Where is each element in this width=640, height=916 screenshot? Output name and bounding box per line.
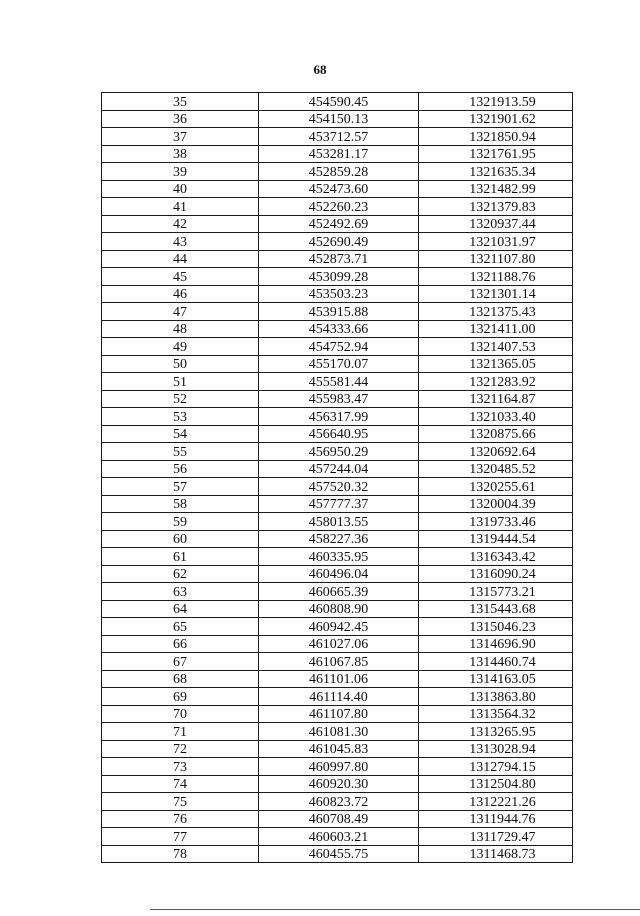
x-coordinate-cell: 453503.23 [259,285,419,303]
y-coordinate-cell: 1321188.76 [419,268,573,286]
y-coordinate-cell: 1321761.95 [419,145,573,163]
y-coordinate-cell: 1321107.80 [419,250,573,268]
x-coordinate-cell: 454150.13 [259,110,419,128]
table-row [102,775,573,793]
y-coordinate-cell: 1311944.76 [419,810,573,828]
point-number-cell: 36 [102,110,259,128]
point-number-cell: 59 [102,513,259,531]
table-row [102,845,573,863]
x-coordinate-cell: 460708.49 [259,810,419,828]
y-coordinate-cell: 1314163.05 [419,670,573,688]
y-coordinate-cell: 1312504.80 [419,775,573,793]
point-number-cell: 74 [102,775,259,793]
point-number-cell: 63 [102,583,259,601]
x-coordinate-cell: 457244.04 [259,460,419,478]
x-coordinate-cell: 452859.28 [259,163,419,181]
point-number-cell: 38 [102,145,259,163]
y-coordinate-cell: 1311729.47 [419,828,573,846]
point-number-cell: 69 [102,688,259,706]
y-coordinate-cell: 1320875.66 [419,425,573,443]
y-coordinate-cell: 1321379.83 [419,198,573,216]
table-row [102,110,573,128]
y-coordinate-cell: 1315443.68 [419,600,573,618]
table-row [102,740,573,758]
table-row [102,810,573,828]
table-row [102,408,573,426]
point-number-cell: 37 [102,128,259,146]
y-coordinate-cell: 1314460.74 [419,653,573,671]
table-row [102,600,573,618]
y-coordinate-cell: 1311468.73 [419,845,573,863]
point-number-cell: 67 [102,653,259,671]
point-number-cell: 71 [102,723,259,741]
point-number-cell: 47 [102,303,259,321]
table-row [102,198,573,216]
y-coordinate-cell: 1312221.26 [419,793,573,811]
y-coordinate-cell: 1313265.95 [419,723,573,741]
point-number-cell: 68 [102,670,259,688]
table-row [102,215,573,233]
x-coordinate-cell: 455983.47 [259,390,419,408]
coordinates-table-body [102,93,573,863]
x-coordinate-cell: 461114.40 [259,688,419,706]
table-row [102,723,573,741]
x-coordinate-cell: 452473.60 [259,180,419,198]
y-coordinate-cell: 1313564.32 [419,705,573,723]
table-row [102,355,573,373]
x-coordinate-cell: 453915.88 [259,303,419,321]
y-coordinate-cell: 1321365.05 [419,355,573,373]
x-coordinate-cell: 456317.99 [259,408,419,426]
table-row [102,513,573,531]
y-coordinate-cell: 1321031.97 [419,233,573,251]
x-coordinate-cell: 461045.83 [259,740,419,758]
point-number-cell: 43 [102,233,259,251]
point-number-cell: 53 [102,408,259,426]
point-number-cell: 41 [102,198,259,216]
point-number-cell: 54 [102,425,259,443]
point-number-cell: 78 [102,845,259,863]
table-row [102,618,573,636]
y-coordinate-cell: 1321301.14 [419,285,573,303]
x-coordinate-cell: 456640.95 [259,425,419,443]
page-number: 68 [313,62,327,77]
x-coordinate-cell: 458227.36 [259,530,419,548]
table-row [102,93,573,111]
x-coordinate-cell: 452873.71 [259,250,419,268]
x-coordinate-cell: 461027.06 [259,635,419,653]
table-row [102,250,573,268]
point-number-cell: 52 [102,390,259,408]
y-coordinate-cell: 1315046.23 [419,618,573,636]
point-number-cell: 76 [102,810,259,828]
point-number-cell: 77 [102,828,259,846]
point-number-cell: 56 [102,460,259,478]
y-coordinate-cell: 1319444.54 [419,530,573,548]
y-coordinate-cell: 1321913.59 [419,93,573,111]
y-coordinate-cell: 1320255.61 [419,478,573,496]
table-row [102,425,573,443]
x-coordinate-cell: 460942.45 [259,618,419,636]
point-number-cell: 46 [102,285,259,303]
point-number-cell: 62 [102,565,259,583]
table-row [102,548,573,566]
x-coordinate-cell: 455170.07 [259,355,419,373]
table-row [102,793,573,811]
x-coordinate-cell: 457777.37 [259,495,419,513]
point-number-cell: 57 [102,478,259,496]
x-coordinate-cell: 460455.75 [259,845,419,863]
x-coordinate-cell: 452690.49 [259,233,419,251]
x-coordinate-cell: 460920.30 [259,775,419,793]
x-coordinate-cell: 454752.94 [259,338,419,356]
x-coordinate-cell: 454590.45 [259,93,419,111]
point-number-cell: 40 [102,180,259,198]
point-number-cell: 75 [102,793,259,811]
y-coordinate-cell: 1321482.99 [419,180,573,198]
y-coordinate-cell: 1313028.94 [419,740,573,758]
x-coordinate-cell: 461081.30 [259,723,419,741]
y-coordinate-cell: 1321407.53 [419,338,573,356]
y-coordinate-cell: 1321411.00 [419,320,573,338]
table-row [102,268,573,286]
table-row [102,443,573,461]
point-number-cell: 42 [102,215,259,233]
table-row [102,233,573,251]
point-number-cell: 50 [102,355,259,373]
y-coordinate-cell: 1321635.34 [419,163,573,181]
x-coordinate-cell: 460603.21 [259,828,419,846]
y-coordinate-cell: 1316343.42 [419,548,573,566]
x-coordinate-cell: 452260.23 [259,198,419,216]
table-row [102,285,573,303]
point-number-cell: 48 [102,320,259,338]
x-coordinate-cell: 453099.28 [259,268,419,286]
point-number-cell: 58 [102,495,259,513]
y-coordinate-cell: 1315773.21 [419,583,573,601]
point-number-cell: 55 [102,443,259,461]
table-row [102,653,573,671]
table-row [102,460,573,478]
point-number-cell: 70 [102,705,259,723]
table-row [102,128,573,146]
table-row [102,303,573,321]
table-row [102,390,573,408]
table-row [102,670,573,688]
y-coordinate-cell: 1312794.15 [419,758,573,776]
x-coordinate-cell: 453712.57 [259,128,419,146]
table-row [102,478,573,496]
x-coordinate-cell: 460665.39 [259,583,419,601]
bottom-rule [150,909,640,910]
y-coordinate-cell: 1321901.62 [419,110,573,128]
table-row [102,705,573,723]
y-coordinate-cell: 1320937.44 [419,215,573,233]
table-row [102,688,573,706]
point-number-cell: 64 [102,600,259,618]
table-row [102,828,573,846]
x-coordinate-cell: 455581.44 [259,373,419,391]
x-coordinate-cell: 460997.80 [259,758,419,776]
y-coordinate-cell: 1321850.94 [419,128,573,146]
point-number-cell: 65 [102,618,259,636]
table-row [102,145,573,163]
point-number-cell: 66 [102,635,259,653]
y-coordinate-cell: 1320692.64 [419,443,573,461]
coordinates-table [101,92,573,863]
y-coordinate-cell: 1321283.92 [419,373,573,391]
x-coordinate-cell: 461101.06 [259,670,419,688]
y-coordinate-cell: 1316090.24 [419,565,573,583]
x-coordinate-cell: 460808.90 [259,600,419,618]
point-number-cell: 35 [102,93,259,111]
table-row [102,530,573,548]
y-coordinate-cell: 1314696.90 [419,635,573,653]
y-coordinate-cell: 1321375.43 [419,303,573,321]
y-coordinate-cell: 1319733.46 [419,513,573,531]
x-coordinate-cell: 457520.32 [259,478,419,496]
table-row [102,180,573,198]
x-coordinate-cell: 453281.17 [259,145,419,163]
table-row [102,163,573,181]
table-row [102,338,573,356]
point-number-cell: 44 [102,250,259,268]
x-coordinate-cell: 460335.95 [259,548,419,566]
table-row [102,583,573,601]
x-coordinate-cell: 452492.69 [259,215,419,233]
y-coordinate-cell: 1313863.80 [419,688,573,706]
y-coordinate-cell: 1321033.40 [419,408,573,426]
point-number-cell: 45 [102,268,259,286]
y-coordinate-cell: 1320485.52 [419,460,573,478]
point-number-cell: 51 [102,373,259,391]
x-coordinate-cell: 460496.04 [259,565,419,583]
y-coordinate-cell: 1321164.87 [419,390,573,408]
table-row [102,373,573,391]
x-coordinate-cell: 458013.55 [259,513,419,531]
x-coordinate-cell: 461067.85 [259,653,419,671]
x-coordinate-cell: 454333.66 [259,320,419,338]
table-row [102,565,573,583]
x-coordinate-cell: 461107.80 [259,705,419,723]
table-row [102,635,573,653]
table-row [102,758,573,776]
point-number-cell: 60 [102,530,259,548]
table-row [102,495,573,513]
x-coordinate-cell: 456950.29 [259,443,419,461]
point-number-cell: 39 [102,163,259,181]
point-number-cell: 49 [102,338,259,356]
point-number-cell: 61 [102,548,259,566]
y-coordinate-cell: 1320004.39 [419,495,573,513]
x-coordinate-cell: 460823.72 [259,793,419,811]
table-row [102,320,573,338]
point-number-cell: 73 [102,758,259,776]
point-number-cell: 72 [102,740,259,758]
